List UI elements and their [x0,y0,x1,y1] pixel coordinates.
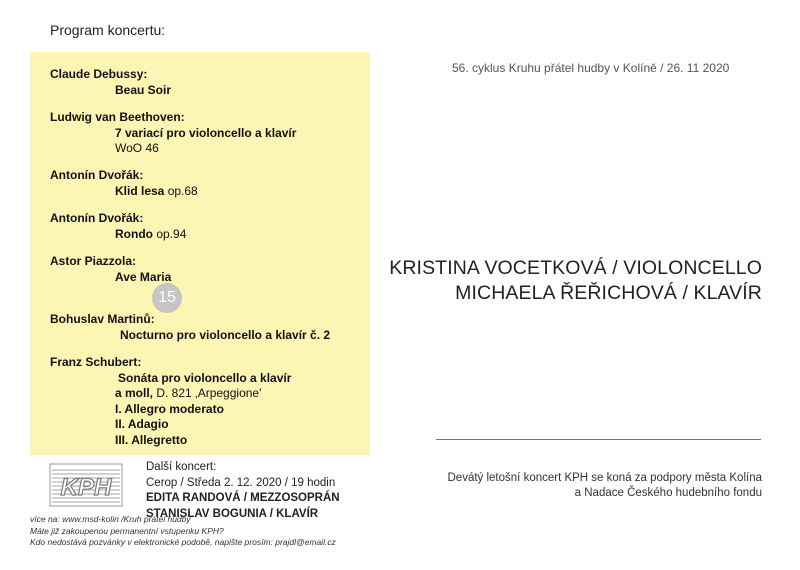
program-heading: Program koncertu: [50,22,166,38]
work-detail: WoO 46 [115,141,159,155]
movement: I. Allegro moderato [115,401,224,416]
performer-cellist: KRISTINA VOCETKOVÁ / VIOLONCELLO [389,257,762,279]
program-entry [50,312,330,343]
program-entry [50,254,171,285]
kph-logo [46,462,126,508]
program-entry [50,168,198,199]
work-title: Nocturno pro violoncello a klavír č. 2 [120,327,331,342]
next-concert-label: Další koncert: [146,461,217,473]
composer-name: Antonín Dvořák: [50,168,144,182]
composer-name: Bohuslav Martinů: [50,312,155,326]
footer-website[interactable]: více na: www.msd-kolin /Kruh přátel hudby [30,514,191,524]
work-title: Sonáta pro violoncello a klavír [118,370,292,385]
work-detail: a moll, D. 821 ‚Arpeggione' [115,386,262,400]
work-title: 7 variací pro violoncello a klavír [115,125,297,140]
support-line: Devátý letošní koncert KPH se koná za podpory města Kolína [447,472,762,484]
divider-line [436,439,761,440]
program-entry [50,211,186,242]
next-concert [146,460,340,522]
footer-question: Máte již zakoupenou permanentní vstupenku KPH? [30,525,224,536]
composer-name: Antonín Dvořák: [50,211,144,225]
footer-contact[interactable]: Kdo nedostává pozvánky v elektronické podobě, napište prosím: prajdl@email.cz [30,537,336,547]
composer-name: Claude Debussy: [50,67,148,81]
program-entry [50,110,296,157]
performers [389,256,762,306]
work-title: Beau Soir [115,82,172,97]
composer-name: Astor Piazzola: [50,254,137,268]
support-line: a Nadace Českého hudebního fondu [574,487,762,499]
composer-name: Franz Schubert: [50,355,142,369]
next-concert-performer: EDITA RANDOVÁ / MEZZOSOPRÁN [146,492,340,504]
work-title: Ave Maria [115,269,172,284]
page-number-badge: 15 [152,283,182,313]
composer-name: Ludwig van Beethoven: [50,110,185,124]
work-title: Rondo op.94 [115,226,187,241]
support-note [448,471,763,501]
movement: II. Adagio [115,417,169,431]
program-entry [50,355,291,448]
performer-pianist: MICHAELA ŘEŘICHOVÁ / KLAVÍR [455,282,762,304]
footer-notes [30,514,336,549]
svg-text:KPH: KPH [60,474,112,501]
work-title: Klid lesa op.68 [115,183,198,198]
cycle-date-line: 56. cyklus Kruhu přátel hudby v Kolíně / 26. 11 2020 [452,61,730,75]
movement: III. Allegretto [115,432,188,447]
program-entry [50,67,171,98]
next-concert-date: Cerop / Středa 2. 12. 2020 / 19 hodin [146,476,336,489]
next-concert-performer: STANISLAV BOGUNIA / KLAVÍR [146,507,319,520]
